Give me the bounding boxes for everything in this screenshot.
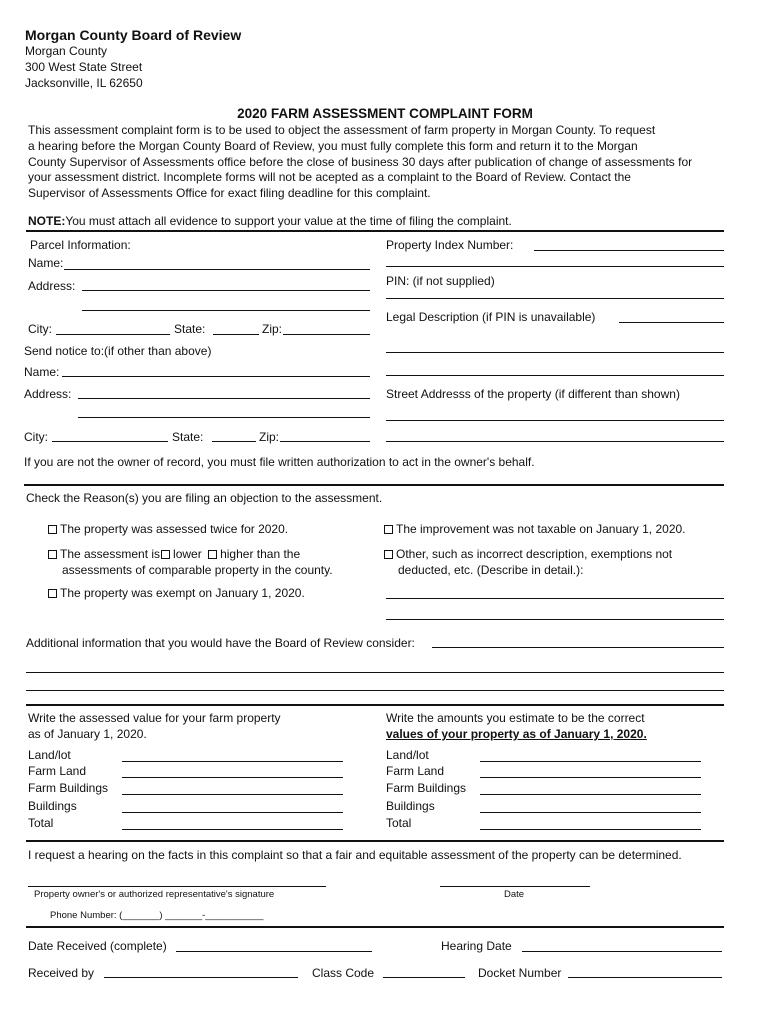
checkbox[interactable] [48, 589, 57, 598]
state2-field[interactable] [212, 441, 256, 442]
left-values-heading-2: as of January 1, 2020. [28, 727, 147, 741]
value-row-label: Land/lot [386, 748, 429, 762]
docket-number-field[interactable] [568, 977, 722, 978]
value-row-label: Farm Buildings [28, 781, 109, 795]
city-label: City: [28, 322, 52, 336]
org-street: 300 West State Street [25, 60, 143, 74]
additional-info-label: Additional information that you would have the Board of Review consider: [26, 636, 415, 650]
reason-exempt-label: The property was exempt on January 1, 2020. [60, 586, 305, 600]
org-name: Morgan County Board of Review [25, 27, 242, 43]
zip2-label: Zip: [259, 430, 280, 444]
org-city: Jacksonville, IL 62650 [25, 76, 143, 90]
additional-info-field-2[interactable] [26, 672, 724, 673]
right-value-field[interactable] [480, 761, 701, 762]
right-value-field[interactable] [480, 794, 701, 795]
name2-label: Name: [24, 365, 60, 379]
zip-label: Zip: [262, 322, 283, 336]
reasons-heading: Check the Reason(s) you are filing an objection to the assessment. [26, 491, 383, 505]
date-received-label: Date Received (complete) [28, 939, 167, 953]
street-address-field-2[interactable] [386, 441, 724, 442]
legal-desc-field[interactable] [619, 322, 724, 323]
checkbox[interactable] [48, 550, 57, 559]
address2-field[interactable] [78, 398, 370, 399]
left-value-field[interactable] [122, 812, 343, 813]
intro-line: Supervisor of Assessments Office for exact filing deadline for this complaint. [28, 186, 431, 201]
form-title: 2020 FARM ASSESSMENT COMPLAINT FORM [237, 106, 533, 121]
comparable-label: assessments of comparable property in the county. [62, 563, 333, 577]
state-label: State: [174, 322, 206, 336]
received-by-label: Received by [28, 966, 95, 980]
note-text: You must attach all evidence to support your value at the time of filing the complaint. [65, 214, 512, 228]
reason-other[interactable] [384, 547, 672, 561]
name-label: Name: [28, 256, 64, 270]
state2-label: State: [172, 430, 204, 444]
checkbox[interactable] [384, 550, 393, 559]
note [28, 214, 512, 228]
divider [26, 704, 724, 706]
reason-twice-label: The property was assessed twice for 2020. [60, 522, 289, 536]
street-address-label: Street Addresss of the property (if different than shown) [386, 387, 680, 401]
other-detail-field[interactable] [386, 598, 724, 599]
index-number-label: Property Index Number: [386, 238, 514, 252]
legal-desc-field-3[interactable] [386, 375, 724, 376]
value-row-label: Total [386, 816, 412, 830]
checkbox[interactable] [48, 525, 57, 534]
right-values-heading-2: values of your property as of January 1, 2020. [386, 727, 647, 741]
intro-line: This assessment complaint form is to be used to object the assessment of farm property in Morgan County. To request [28, 123, 656, 137]
other-detail-field-2[interactable] [386, 619, 724, 620]
reason-exempt[interactable] [48, 586, 305, 600]
date-label: Date [504, 889, 525, 900]
date-received-field[interactable] [176, 951, 372, 952]
hearing-request: I request a hearing on the facts in this complaint so that a fair and equitable assessment of the property can be determined. [28, 848, 682, 862]
checkbox[interactable] [384, 525, 393, 534]
legal-desc-label: Legal Description (if PIN is unavailable) [386, 310, 596, 324]
assessment-is-label: The assessment is [60, 547, 161, 561]
address2-field-2[interactable] [78, 417, 370, 418]
left-value-field[interactable] [122, 829, 343, 830]
intro-line: your assessment district. Incomplete forms will not be acepted as a complaint to the Board of Review. Contact the [28, 170, 631, 185]
additional-info-field[interactable] [432, 647, 724, 648]
higher-label: higher than the [220, 547, 301, 561]
name2-field[interactable] [62, 376, 370, 377]
higher-checkbox[interactable] [208, 550, 217, 559]
divider [26, 230, 724, 232]
lower-label: lower [173, 547, 202, 561]
left-value-field[interactable] [122, 777, 343, 778]
value-row-label: Farm Land [386, 764, 445, 778]
right-value-field[interactable] [480, 777, 701, 778]
address-field[interactable] [82, 290, 370, 291]
city2-label: City: [24, 430, 48, 444]
class-code-field[interactable] [383, 977, 465, 978]
pin-label: PIN: (if not supplied) [386, 274, 495, 288]
phone-number: Phone Number: (_______) _______-___________ [50, 910, 264, 921]
zip-field[interactable] [283, 334, 370, 335]
intro-paragraph [28, 123, 692, 202]
right-value-field[interactable] [480, 829, 701, 830]
zip2-field[interactable] [280, 441, 370, 442]
lower-checkbox[interactable] [161, 550, 170, 559]
reason-assessment[interactable] [48, 547, 300, 561]
legal-desc-field-2[interactable] [386, 352, 724, 353]
intro-line: a hearing before the Morgan County Board of Review, you must fully complete this form and return it to the Morgan [28, 138, 638, 153]
address-field-2[interactable] [82, 310, 370, 311]
index-number-field-2[interactable] [386, 266, 724, 267]
signature-field[interactable] [28, 886, 326, 887]
value-row-label: Farm Land [28, 764, 87, 778]
authorization-note: If you are not the owner of record, you must file written authorization to act in the owner's behalf. [24, 455, 535, 469]
note-label: NOTE: [28, 214, 66, 228]
divider [26, 840, 724, 842]
reason-improvement-label: The improvement was not taxable on January 1, 2020. [396, 522, 686, 536]
value-row-label: Land/lot [28, 748, 71, 762]
city-field[interactable] [56, 334, 170, 335]
signature-label: Property owner's or authorized representative's signature [34, 889, 275, 900]
city2-field[interactable] [52, 441, 168, 442]
index-number-field[interactable] [534, 250, 724, 251]
hearing-date-label: Hearing Date [441, 939, 512, 953]
hearing-date-field[interactable] [522, 951, 722, 952]
state-field[interactable] [213, 334, 259, 335]
value-row-label: Total [28, 816, 54, 830]
docket-number-label: Docket Number [478, 966, 562, 980]
left-value-field[interactable] [122, 794, 343, 795]
parcel-heading: Parcel Information: [30, 238, 131, 252]
class-code-label: Class Code [312, 966, 375, 980]
address2-label: Address: [24, 387, 72, 401]
right-value-field[interactable] [480, 812, 701, 813]
value-row-label: Buildings [28, 799, 77, 813]
value-row-label: Buildings [386, 799, 435, 813]
street-address-field[interactable] [386, 420, 724, 421]
left-values-heading: Write the assessed value for your farm property [28, 711, 281, 725]
send-notice-label: Send notice to:(if other than above) [24, 344, 212, 358]
name-field[interactable] [64, 269, 370, 270]
received-by-field[interactable] [104, 977, 298, 978]
right-values-heading: Write the amounts you estimate to be the correct [386, 711, 645, 725]
org-county: Morgan County [25, 44, 108, 58]
date-field[interactable] [440, 886, 590, 887]
value-row-label: Farm Buildings [386, 781, 467, 795]
intro-line: County Supervisor of Assessments office before the close of business 30 days after publication of change of assessments for [28, 154, 693, 169]
address-label: Address: [28, 279, 76, 293]
pin-field[interactable] [386, 298, 724, 299]
reason-other-label: Other, such as incorrect description, exemptions not [396, 547, 673, 561]
divider [24, 484, 724, 486]
divider [26, 926, 724, 928]
reason-improvement[interactable] [384, 522, 686, 536]
reason-twice[interactable] [48, 522, 288, 536]
left-value-field[interactable] [122, 761, 343, 762]
reason-other-label-2: deducted, etc. (Describe in detail.): [398, 563, 584, 577]
additional-info-field-3[interactable] [26, 690, 724, 691]
